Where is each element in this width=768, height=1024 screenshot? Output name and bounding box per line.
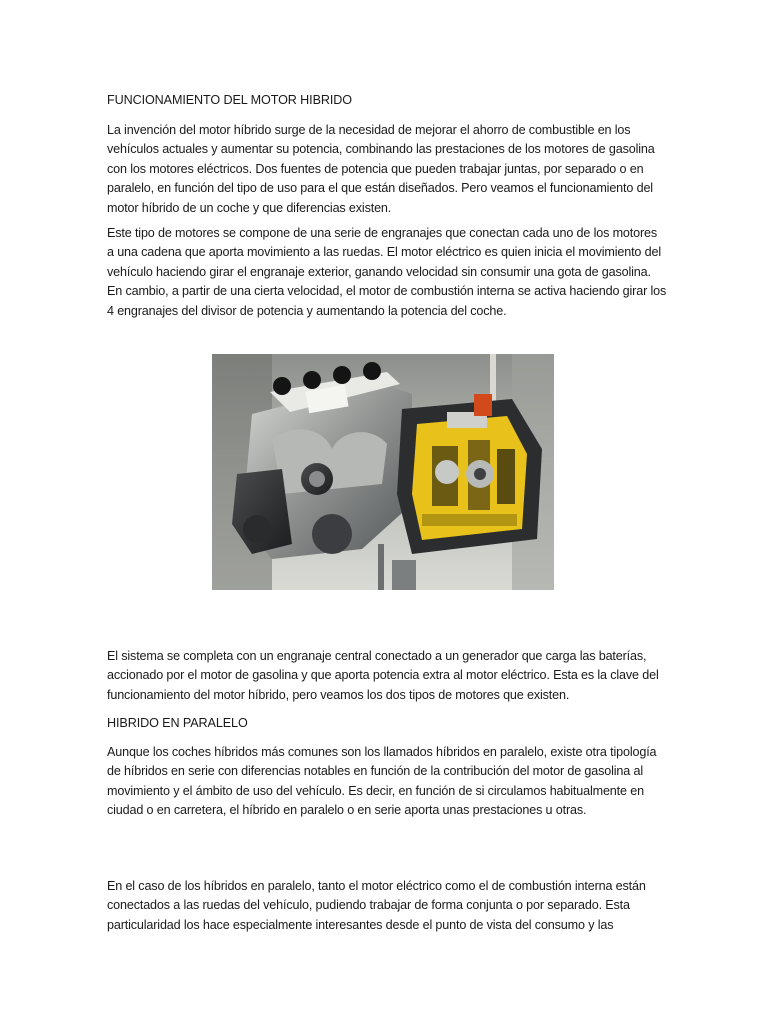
paragraph-intro: La invención del motor híbrido surge de la necesidad de mejorar el ahorro de combustible en los vehículos actuales y aumentar su potencia, combinando las prestaciones de los motores de gasolina con los motores eléctricos. Dos fuentes de potencia que pueden trabajar juntas, por separado o en paralelo, en función del tipo de uso para el que están diseñados. Pero veamos el funcionamiento del motor híbrido de un coche y que diferencias existen. (107, 123, 655, 215)
section-heading: HIBRIDO EN PARALELO (107, 716, 248, 730)
hybrid-engine-photo (212, 354, 554, 590)
paragraph-system: El sistema se completa con un engranaje central conectado a un generador que carga las baterías, accionado por el motor de gasolina y que aporta potencia extra al motor eléctrico. Esta es la clave del funcionamiento del motor híbrido, pero veamos los dos tipos de motores que existen. (107, 649, 659, 702)
paragraph-gears: Este tipo de motores se compone de una serie de engranajes que conectan cada uno de los motores a una cadena que aporta movimiento a las ruedas. El motor eléctrico es quien inicia el movimiento del vehículo haciendo girar el engranaje exterior, ganando velocidad sin consumir una gota de gasolina. En cambio, a partir de una cierta velocidad, el motor de combustión interna se activa haciendo girar los 4 engranajes del divisor de potencia y aumentando la potencia del coche. (107, 226, 667, 318)
paragraph-parallel: En el caso de los híbridos en paralelo, tanto el motor eléctrico como el de combustión interna están conectados a las ruedas del vehículo, pudiendo trabajar de forma conjunta o por separado. Esta particularidad los hace especialmente interesantes desde el punto de vista del consumo y las (107, 879, 646, 932)
paragraph-types: Aunque los coches híbridos más comunes son los llamados híbridos en paralelo, existe otra tipología de híbridos en serie con diferencias notables en función de la contribución del motor de gasolina al movimiento y el ámbito de uso del vehículo. Es decir, en función de si circulamos habitualmente en ciudad o en carretera, el híbrido en paralelo o en serie aporta unas prestaciones u otras. (107, 745, 657, 818)
page-title: FUNCIONAMIENTO DEL MOTOR HIBRIDO (107, 93, 352, 107)
